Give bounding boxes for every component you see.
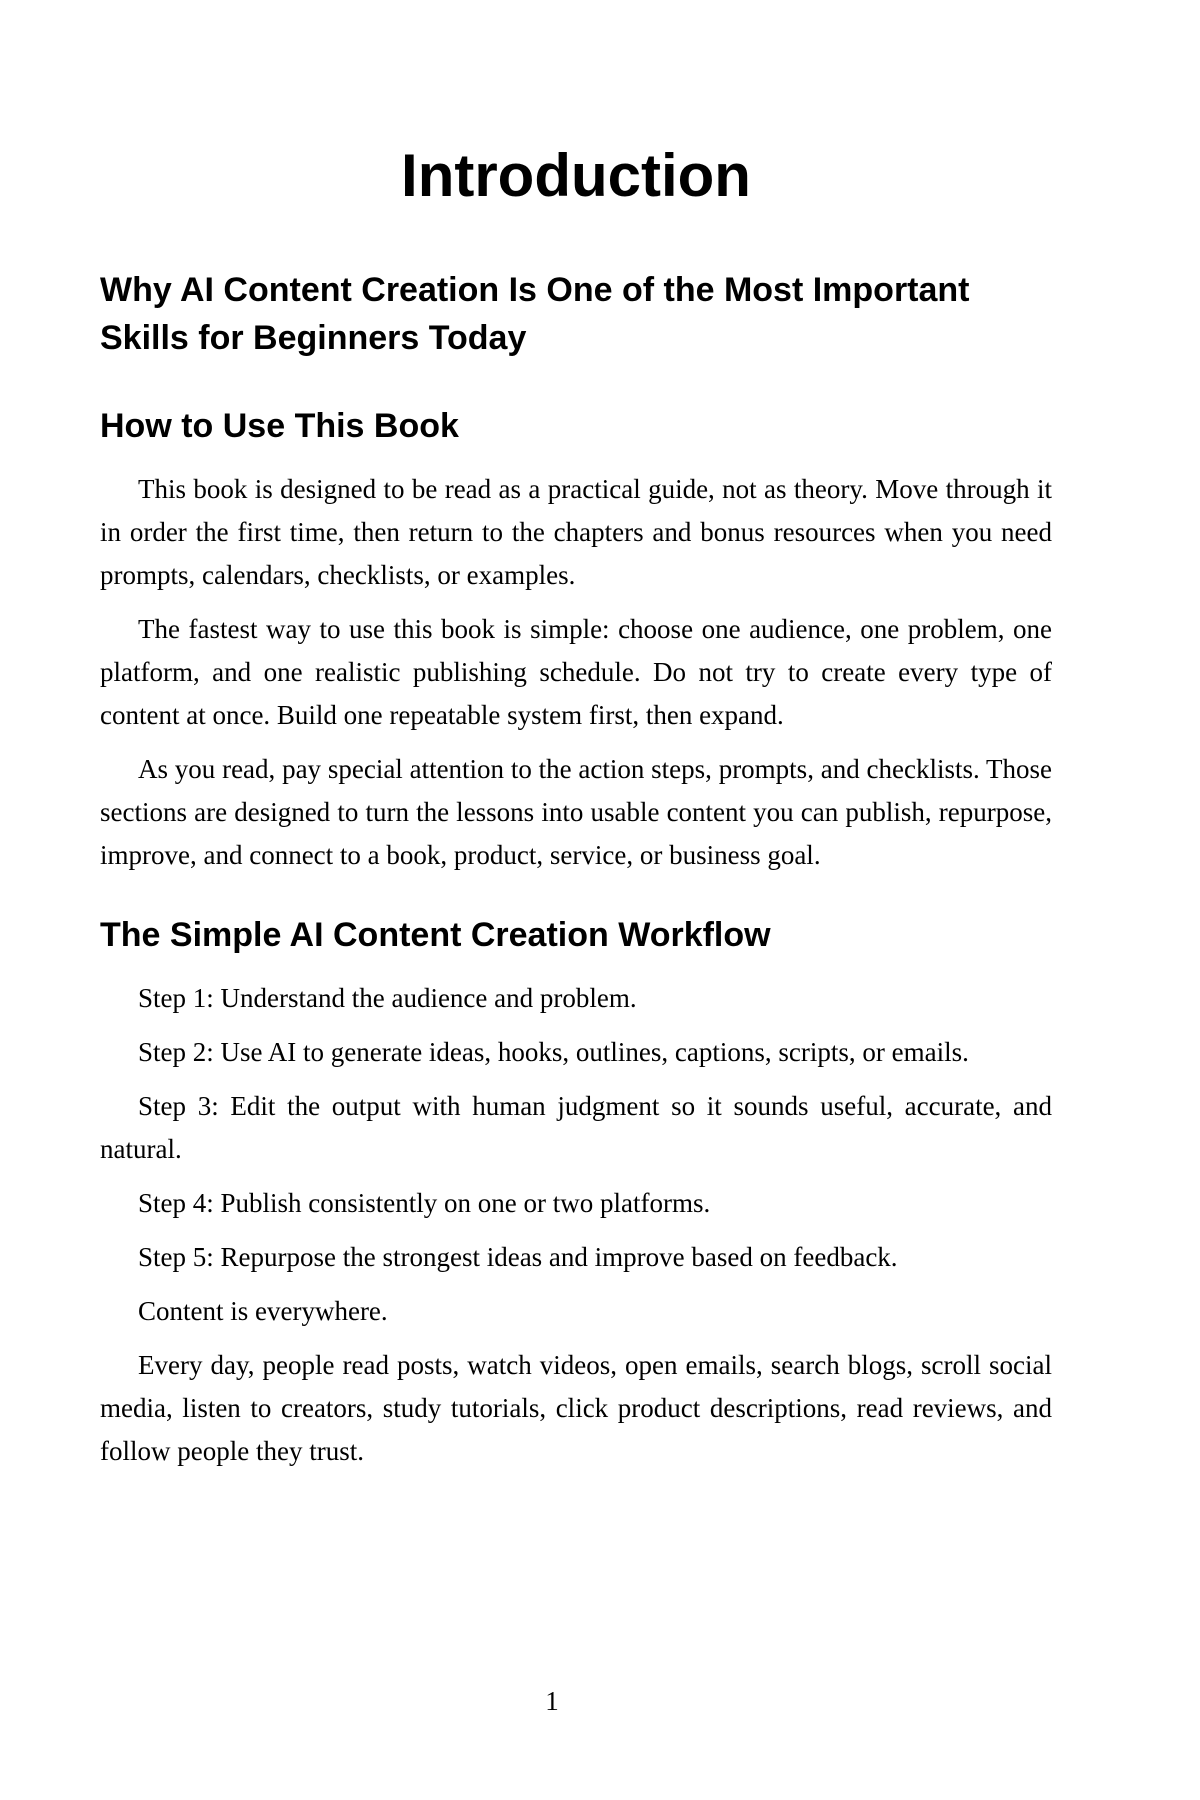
workflow-step-1: Step 1: Understand the audience and problem.: [138, 983, 637, 1013]
body-paragraph: As you read, pay special attention to the action steps, prompts, and checklists. Those sections are designed to turn the lessons into usable content you can publish, repurpose, improve, and connect to a book, product, service, or business goal.: [100, 754, 1052, 870]
page-content: [100, 140, 1052, 1484]
page-number: 1: [545, 1686, 559, 1716]
chapter-title: Introduction: [401, 142, 751, 209]
section-heading-how-to-use: How to Use This Book: [100, 407, 459, 445]
workflow-step-3: Step 3: Edit the output with human judgment so it sounds useful, accurate, and natural.: [100, 1091, 1052, 1164]
section-heading-why: Why AI Content Creation Is One of the Most Important Skills for Beginners Today: [100, 271, 970, 357]
body-paragraph: Every day, people read posts, watch videos, open emails, search blogs, scroll social media, listen to creators, study tutorials, click product descriptions, read reviews, and follow people they trust.: [100, 1350, 1052, 1466]
body-paragraph: This book is designed to be read as a practical guide, not as theory. Move through it in order the first time, then return to the chapters and bonus resources when you need prompts, calendars, checklists, or examples.: [100, 474, 1052, 590]
body-paragraph: Content is everywhere.: [138, 1296, 388, 1326]
workflow-step-4: Step 4: Publish consistently on one or two platforms.: [138, 1188, 711, 1218]
workflow-step-5: Step 5: Repurpose the strongest ideas and improve based on feedback.: [138, 1242, 898, 1272]
body-paragraph: The fastest way to use this book is simple: choose one audience, one problem, one platform, and one realistic publishing schedule. Do not try to create every type of content at once. Build one repeatable system first, then expand.: [100, 614, 1052, 730]
workflow-step-2: Step 2: Use AI to generate ideas, hooks, outlines, captions, scripts, or emails.: [138, 1037, 969, 1067]
section-heading-workflow: The Simple AI Content Creation Workflow: [100, 916, 771, 954]
